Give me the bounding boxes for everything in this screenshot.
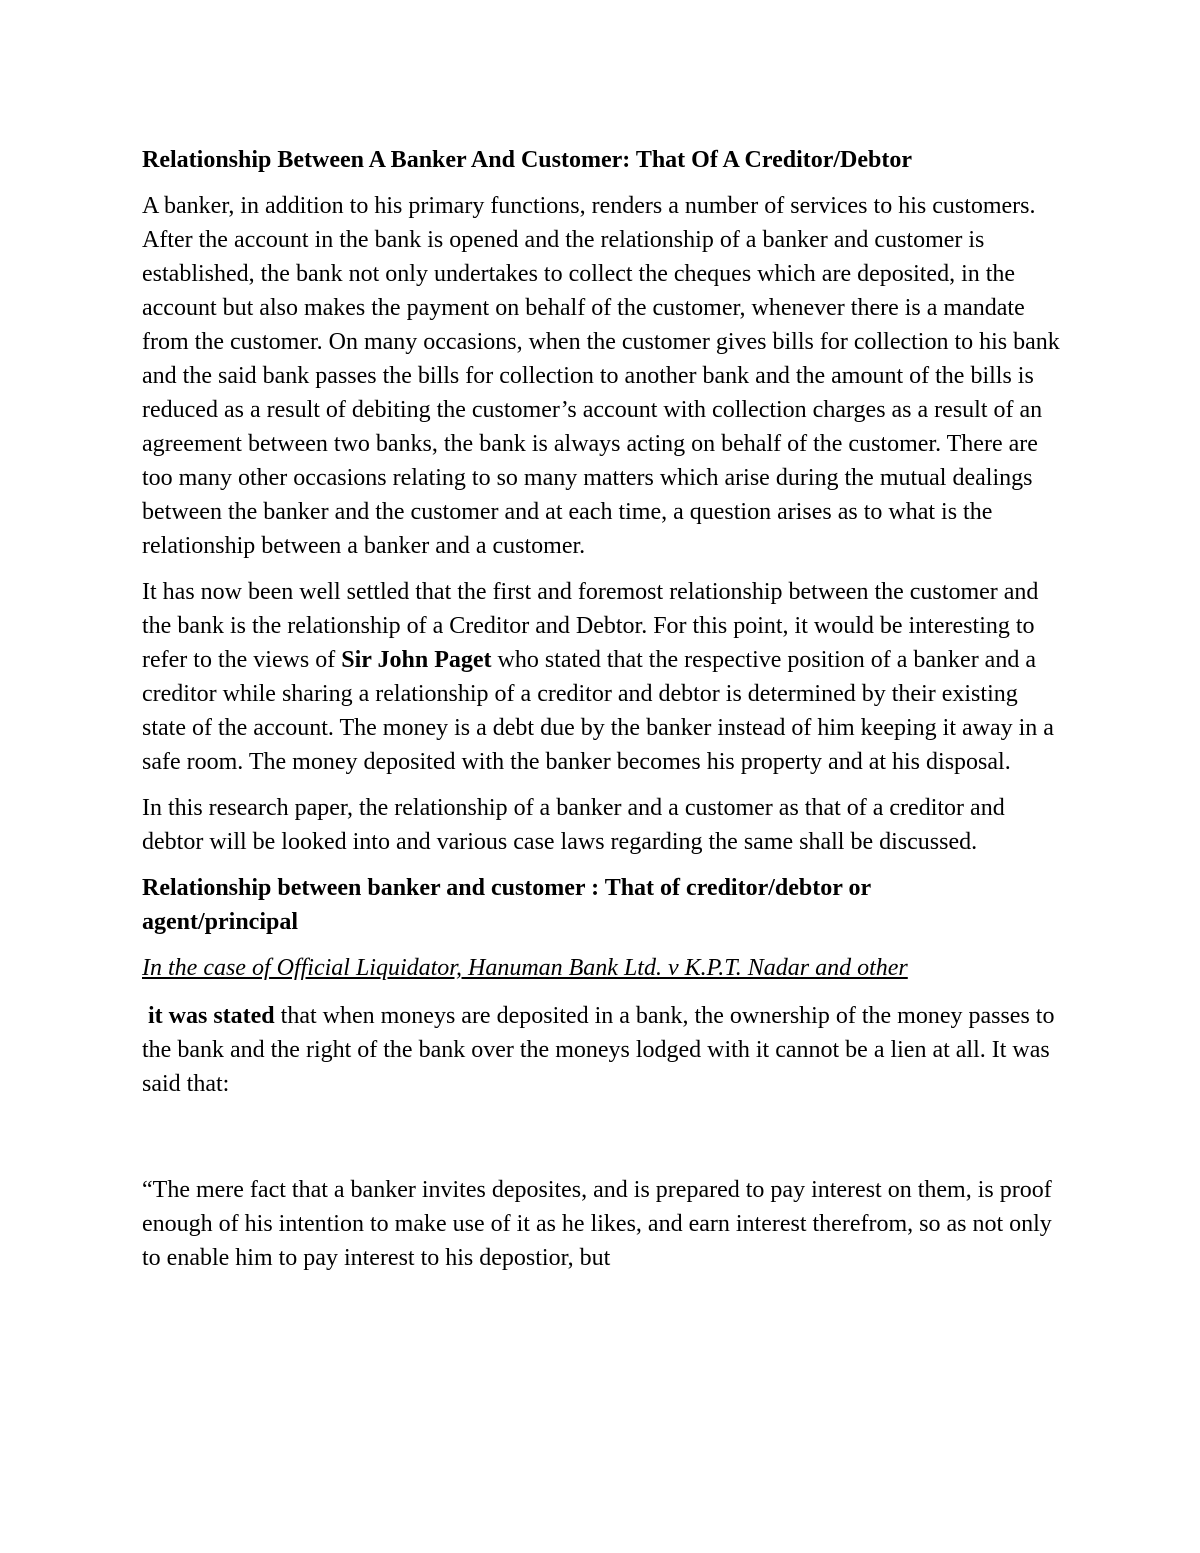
paragraph-creditor-debtor: [142, 575, 1062, 779]
case-citation-text: In the case of Official Liquidator, Hanuman Bank Ltd. v K.P.T. Nadar and other: [142, 955, 908, 981]
blank-line: [142, 1113, 1062, 1173]
document-body: [142, 143, 1062, 1287]
paragraph-text: It has now been well settled that the first and foremost relationship between the customer and the bank is the relationship of a Creditor and Debtor. For this point, it would be interesting to refer to the views of: [142, 579, 1039, 673]
section-subheading: Relationship between banker and customer : That of creditor/debtor or agent/principal: [142, 875, 871, 935]
quote-paragraph: “The mere fact that a banker invites deposites, and is prepared to pay interest on them, is proof enough of his intention to make use of it as he likes, and earn interest therefrom, so as not only to enable him to pay interest to his depostior, but: [142, 1177, 1052, 1271]
paragraph-text: that when moneys are deposited in a bank, the ownership of the money passes to the bank and the right of the bank over the moneys lodged with it cannot be a lien at all. It was said that:: [142, 1003, 1055, 1097]
paragraph-research-scope: In this research paper, the relationship of a banker and a customer as that of a creditor and debtor will be looked into and various case laws regarding the same shall be discussed.: [142, 795, 1005, 855]
paragraph-case-holding: [142, 999, 1062, 1101]
paragraph-intro: A banker, in addition to his primary functions, renders a number of services to his customers. After the account in the bank is opened and the relationship of a banker and customer is established, the bank not only undertakes to collect the cheques which are deposited, in the account but also makes the payment on behalf of the customer, whenever there is a mandate from the customer. On many occasions, when the customer gives bills for collection to his bank and the said bank passes the bills for collection to another bank and the amount of the bills is reduced as a result of debiting the customer’s account with collection charges as a result of an agreement between two banks, the bank is always acting on behalf of the customer. There are too many other occasions relating to so many matters which arise during the mutual dealings between the banker and the customer and at each time, a question arises as to what is the relationship between a banker and a customer.: [142, 193, 1060, 559]
bold-name-sir-john-paget: Sir John Paget: [341, 647, 492, 673]
document-title: Relationship Between A Banker And Customer: That Of A Creditor/Debtor: [142, 147, 913, 173]
bold-lead-phrase: it was stated: [148, 1003, 275, 1029]
paragraph-text: who stated that the respective position of a banker and a creditor while sharing a relationship of a creditor and debtor is determined by their existing state of the account. The money is a debt due by the banker instead of him keeping it away in a safe room. The money deposited with the banker becomes his property and at his disposal.: [142, 647, 1054, 775]
case-citation: [142, 951, 1062, 985]
